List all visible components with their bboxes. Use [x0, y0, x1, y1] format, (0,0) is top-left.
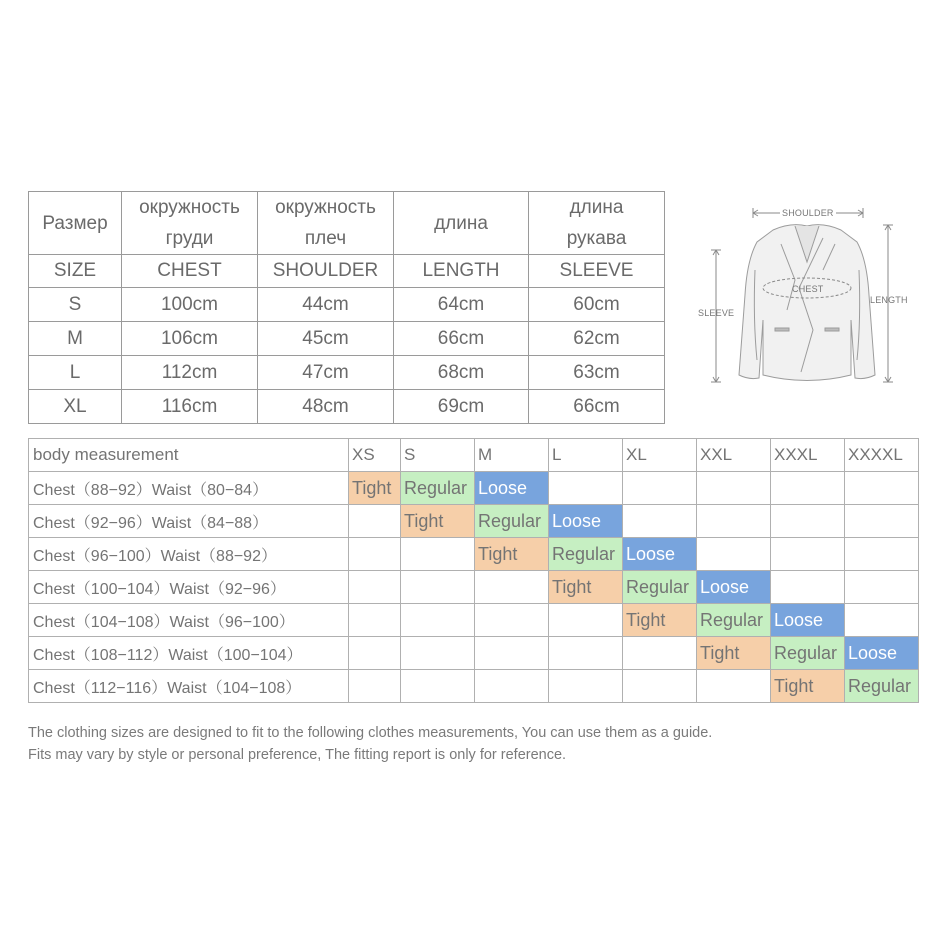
length-cell: 64cm	[394, 288, 529, 322]
fit-row	[29, 571, 919, 604]
fit-cell-tight: Tight	[401, 505, 475, 538]
length-cell: 69cm	[394, 390, 529, 424]
size-cell: XL	[29, 390, 122, 424]
fit-cell-empty	[549, 472, 623, 505]
fit-cell-loose: Loose	[475, 472, 549, 505]
size-notes	[28, 722, 712, 766]
jacket-measurement-diagram	[695, 200, 930, 395]
body-measurement-header: body measurement	[29, 439, 349, 472]
fit-cell-loose: Loose	[697, 571, 771, 604]
note-line-1: The clothing sizes are designed to fit to the following clothes measurements, You can use them as a guide.	[28, 725, 713, 741]
fit-cell-empty	[549, 604, 623, 637]
size-chart-header-en	[29, 255, 665, 288]
size-header-l: L	[549, 439, 623, 472]
header-ru-chest: окружность груди	[122, 192, 258, 255]
fit-guide-table	[28, 438, 919, 703]
fit-cell-empty	[623, 670, 697, 703]
fit-cell-loose: Loose	[845, 637, 919, 670]
body-measurement-cell: Chest（108−112）Waist（100−104）	[29, 637, 349, 670]
fit-cell-empty	[349, 571, 401, 604]
fit-cell-empty	[697, 505, 771, 538]
length-cell: 66cm	[394, 322, 529, 356]
fit-cell-tight: Tight	[549, 571, 623, 604]
size-row	[29, 288, 665, 322]
fit-cell-empty	[771, 505, 845, 538]
header-en-sleeve: SLEEVE	[529, 255, 665, 288]
fit-cell-empty	[475, 670, 549, 703]
fit-cell-empty	[697, 472, 771, 505]
fit-cell-empty	[401, 538, 475, 571]
chest-cell: 116cm	[122, 390, 258, 424]
fit-cell-loose: Loose	[623, 538, 697, 571]
fit-cell-empty	[771, 538, 845, 571]
fit-cell-regular: Regular	[475, 505, 549, 538]
fit-cell-empty	[697, 538, 771, 571]
chest-label: CHEST	[792, 284, 824, 294]
body-measurement-cell: Chest（104−108）Waist（96−100）	[29, 604, 349, 637]
size-row	[29, 390, 665, 424]
fit-row	[29, 604, 919, 637]
header-en-size: SIZE	[29, 255, 122, 288]
header-en-length: LENGTH	[394, 255, 529, 288]
fit-row	[29, 538, 919, 571]
fit-cell-empty	[771, 571, 845, 604]
size-row	[29, 322, 665, 356]
header-en-chest: CHEST	[122, 255, 258, 288]
fit-cell-tight: Tight	[475, 538, 549, 571]
shoulder-cell: 47cm	[258, 356, 394, 390]
chest-cell: 112cm	[122, 356, 258, 390]
fit-cell-empty	[349, 604, 401, 637]
shoulder-cell: 44cm	[258, 288, 394, 322]
fit-row	[29, 505, 919, 538]
fit-cell-tight: Tight	[349, 472, 401, 505]
fit-cell-empty	[845, 604, 919, 637]
fit-header-row	[29, 439, 919, 472]
fit-cell-empty	[349, 670, 401, 703]
header-en-shoulder: SHOULDER	[258, 255, 394, 288]
fit-table-body	[29, 472, 919, 703]
fit-cell-empty	[401, 571, 475, 604]
size-header-xxl: XXL	[697, 439, 771, 472]
size-cell: S	[29, 288, 122, 322]
fit-cell-regular: Regular	[697, 604, 771, 637]
header-ru-sleeve: длина рукава	[529, 192, 665, 255]
fit-cell-tight: Tight	[697, 637, 771, 670]
header-ru-length: длина	[394, 192, 529, 255]
sleeve-cell: 62cm	[529, 322, 665, 356]
size-header-xl: XL	[623, 439, 697, 472]
fit-cell-empty	[349, 637, 401, 670]
size-header-m: M	[475, 439, 549, 472]
fit-cell-empty	[845, 538, 919, 571]
size-cell: L	[29, 356, 122, 390]
fit-cell-regular: Regular	[401, 472, 475, 505]
fit-cell-empty	[401, 637, 475, 670]
chest-cell: 100cm	[122, 288, 258, 322]
size-header-xxxl: XXXL	[771, 439, 845, 472]
fit-cell-regular: Regular	[845, 670, 919, 703]
fit-cell-empty	[845, 472, 919, 505]
fit-cell-regular: Regular	[623, 571, 697, 604]
length-cell: 68cm	[394, 356, 529, 390]
fit-row	[29, 472, 919, 505]
body-measurement-cell: Chest（100−104）Waist（92−96）	[29, 571, 349, 604]
fit-cell-empty	[623, 505, 697, 538]
fit-cell-empty	[697, 670, 771, 703]
body-measurement-cell: Chest（88−92）Waist（80−84）	[29, 472, 349, 505]
fit-row	[29, 670, 919, 703]
sleeve-label: SLEEVE	[698, 308, 735, 318]
body-measurement-cell: Chest（96−100）Waist（88−92）	[29, 538, 349, 571]
fit-cell-empty	[401, 604, 475, 637]
fit-cell-empty	[549, 670, 623, 703]
fit-cell-empty	[845, 571, 919, 604]
fit-cell-regular: Regular	[771, 637, 845, 670]
shoulder-label: SHOULDER	[782, 208, 834, 218]
jacket-silhouette	[739, 225, 875, 381]
fit-cell-loose: Loose	[549, 505, 623, 538]
header-ru-shoulder: окружность плеч	[258, 192, 394, 255]
fit-cell-empty	[845, 505, 919, 538]
fit-cell-empty	[771, 472, 845, 505]
fit-cell-regular: Regular	[549, 538, 623, 571]
fit-cell-tight: Tight	[771, 670, 845, 703]
fit-cell-empty	[349, 538, 401, 571]
fit-cell-empty	[475, 571, 549, 604]
fit-cell-empty	[549, 637, 623, 670]
size-header-xs: XS	[349, 439, 401, 472]
fit-cell-empty	[349, 505, 401, 538]
sleeve-cell: 63cm	[529, 356, 665, 390]
body-measurement-cell: Chest（112−116）Waist（104−108）	[29, 670, 349, 703]
fit-cell-loose: Loose	[771, 604, 845, 637]
size-chart-header-ru	[29, 192, 665, 255]
fit-row	[29, 637, 919, 670]
header-ru-size: Размер	[29, 192, 122, 255]
size-chart-table	[28, 191, 665, 424]
fit-cell-empty	[623, 637, 697, 670]
body-measurement-cell: Chest（92−96）Waist（84−88）	[29, 505, 349, 538]
size-header-s: S	[401, 439, 475, 472]
size-header-xxxxl: XXXXL	[845, 439, 919, 472]
fit-cell-tight: Tight	[623, 604, 697, 637]
shoulder-cell: 48cm	[258, 390, 394, 424]
fit-cell-empty	[401, 670, 475, 703]
note-line-2: Fits may vary by style or personal preference, The fitting report is only for reference.	[28, 747, 567, 763]
fit-cell-empty	[623, 472, 697, 505]
length-label: LENGTH	[870, 295, 908, 305]
fit-cell-empty	[475, 637, 549, 670]
sleeve-cell: 60cm	[529, 288, 665, 322]
sleeve-cell: 66cm	[529, 390, 665, 424]
size-row	[29, 356, 665, 390]
fit-cell-empty	[475, 604, 549, 637]
chest-cell: 106cm	[122, 322, 258, 356]
shoulder-cell: 45cm	[258, 322, 394, 356]
size-cell: M	[29, 322, 122, 356]
